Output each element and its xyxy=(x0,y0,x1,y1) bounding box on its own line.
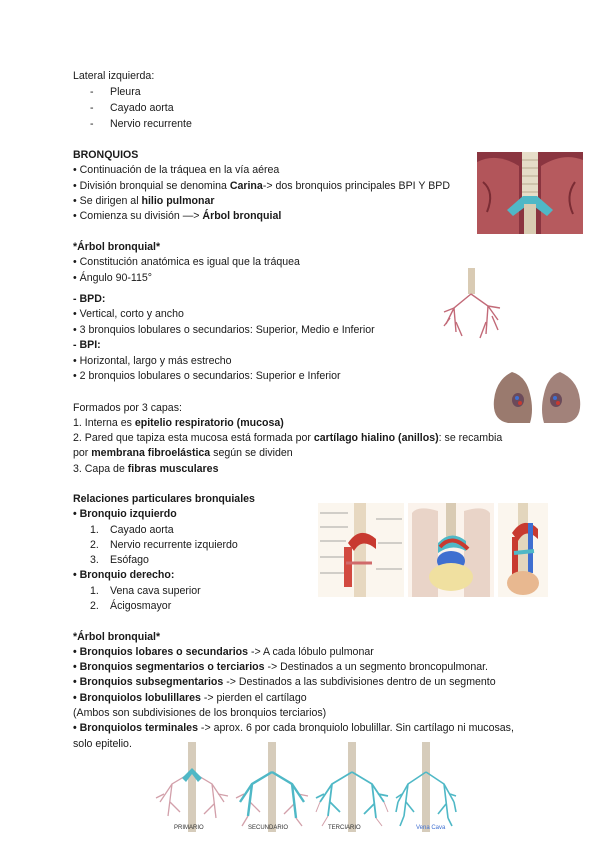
bronquios-line: • Se dirigen al hilio pulmonar xyxy=(73,195,215,207)
list-number: 1. xyxy=(90,524,99,536)
bronquio-izquierdo-title: • Bronquio izquierdo xyxy=(73,508,177,520)
lateral-item: Pleura xyxy=(110,86,141,98)
arbol-heading: *Árbol bronquial* xyxy=(73,241,161,253)
bpd-heading: - BPD: xyxy=(73,293,106,305)
bronchial-tree-primario xyxy=(154,742,230,832)
list-number: 1. xyxy=(90,585,99,597)
caption-secundario: SECUNDARIO xyxy=(248,825,289,831)
list-number: 2. xyxy=(90,600,99,612)
list-item: Esófago xyxy=(110,554,149,566)
lungs-medial-illustration xyxy=(490,370,584,425)
arbol-line: • Bronquiolos lobulillares -> pierden el cartílago xyxy=(73,692,307,704)
dash-bullet: - xyxy=(90,118,94,130)
bronquios-line: • Continuación de la tráquea en la vía aérea xyxy=(73,164,280,176)
list-item: Vena cava superior xyxy=(110,585,201,597)
arbol-line: solo epitelio. xyxy=(73,738,132,750)
capas-line: 1. Interna es epitelio respiratorio (mucosa) xyxy=(73,417,284,429)
lateral-item: Cayado aorta xyxy=(110,102,174,114)
list-item: Cayado aorta xyxy=(110,524,174,536)
caption-vena-cava: Vena Cava xyxy=(416,825,446,831)
arbol-heading: *Árbol bronquial* xyxy=(73,631,161,643)
mediastinum-illustration-1 xyxy=(318,503,404,597)
bronchial-tree-illustration xyxy=(442,268,502,342)
capas-line: 3. Capa de fibras musculares xyxy=(73,463,219,475)
bronchial-tree-complete xyxy=(394,742,458,832)
capas-line: 2. Pared que tapiza esta mucosa está formada por cartílago hialino (anillos): se recambia xyxy=(73,432,503,444)
bronquios-heading: BRONQUIOS xyxy=(73,149,139,161)
dash-bullet: - xyxy=(90,102,94,114)
arbol-line: • Bronquiolos terminales -> aprox. 6 por cada bronquiolo lobulillar. Sin cartílago ni mucosas, xyxy=(73,722,514,734)
arbol-line: • Bronquios lobares o secundarios -> A cada lóbulo pulmonar xyxy=(73,646,374,658)
bpi-heading: - BPI: xyxy=(73,339,101,351)
mediastinum-illustration-2 xyxy=(408,503,494,597)
bronquios-line: • Comienza su división —> Árbol bronquial xyxy=(73,210,282,222)
list-item: Ácigosmayor xyxy=(110,600,172,612)
relaciones-heading: Relaciones particulares bronquiales xyxy=(73,493,255,505)
bronquio-derecho-title: • Bronquio derecho: xyxy=(73,569,175,581)
bronchial-tree-secundario xyxy=(234,742,310,832)
caption-terciario: TERCIARIO xyxy=(328,825,361,831)
arbol-line: (Ambos son subdivisiones de los bronquios terciarios) xyxy=(73,707,327,719)
mediastinum-illustration-3 xyxy=(498,503,548,597)
bpd-line: • Vertical, corto y ancho xyxy=(73,308,184,320)
bpi-line: • 2 bronquios lobulares o secundarios: Superior e Inferior xyxy=(73,370,341,382)
arbol-line: • Constitución anatómica es igual que la tráquea xyxy=(73,256,300,268)
list-number: 2. xyxy=(90,539,99,551)
capas-line: por membrana fibroelástica según se dividen xyxy=(73,447,293,459)
carina-lungs-illustration xyxy=(477,152,583,234)
capas-title: Formados por 3 capas: xyxy=(73,402,182,414)
bpi-line: • Horizontal, largo y más estrecho xyxy=(73,355,232,367)
bpd-line: • 3 bronquios lobulares o secundarios: Superior, Medio e Inferior xyxy=(73,324,375,336)
bronchial-tree-terciario xyxy=(314,742,390,832)
arbol-line: • Bronquios segmentarios o terciarios -> Destinados a un segmento broncopulmonar. xyxy=(73,661,488,673)
arbol-line: • Ángulo 90-115° xyxy=(73,272,153,284)
lateral-title: Lateral izquierda: xyxy=(73,70,155,82)
bronquios-line: • División bronquial se denomina Carina-> dos bronquios principales BPI Y BPD xyxy=(73,180,450,192)
dash-bullet: - xyxy=(90,86,94,98)
arbol-line: • Bronquios subsegmentarios -> Destinados a las subdivisiones dentro de un segmento xyxy=(73,676,496,688)
list-number: 3. xyxy=(90,554,99,566)
lateral-item: Nervio recurrente xyxy=(110,118,192,130)
caption-primario: PRIMARIO xyxy=(174,825,204,831)
list-item: Nervio recurrente izquierdo xyxy=(110,539,238,551)
